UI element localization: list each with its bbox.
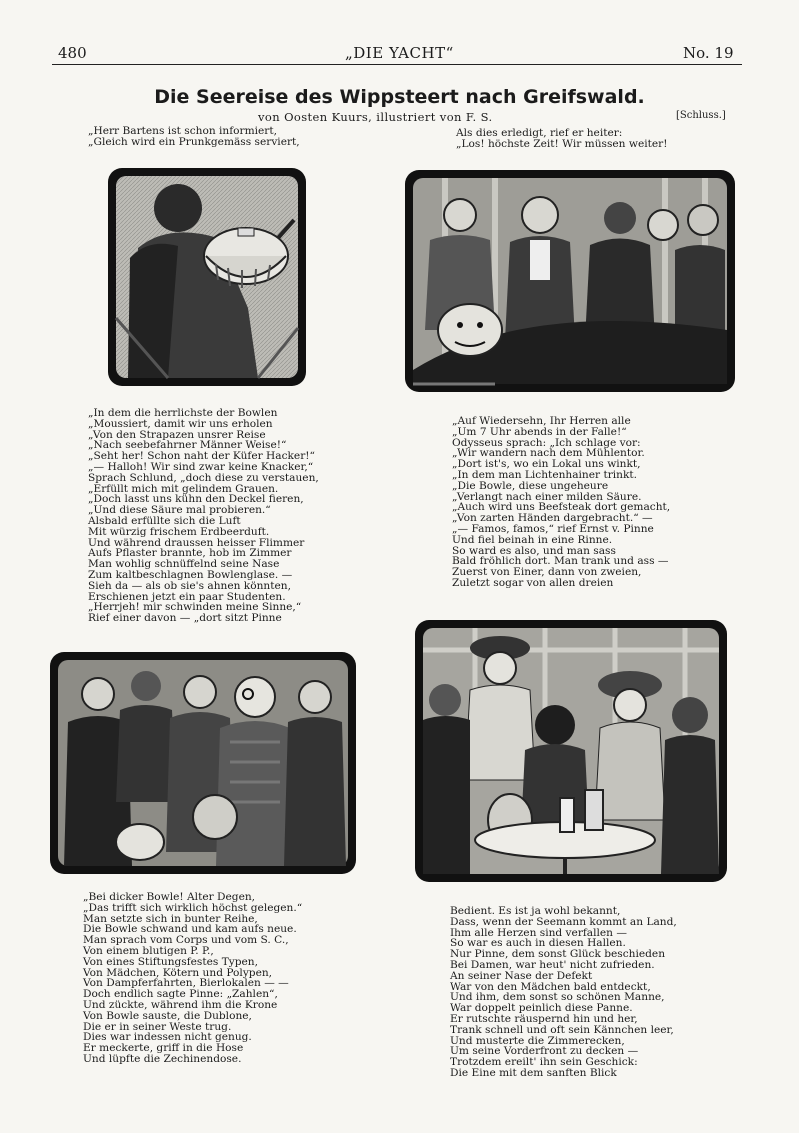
verse-line: Und während draussen heisser Flimmer (88, 536, 305, 549)
verse-right-3 (450, 906, 677, 1079)
issue-number: No. 19 (683, 44, 734, 62)
verse-line: Ihm alle Herzen sind verfallen — (450, 926, 627, 939)
verse-line: „— Halloh! Wir sind zwar keine Knacker,“ (88, 460, 314, 473)
verse-line: Von eines Stiftungsfestes Typen, (83, 955, 258, 968)
verse-line: „Nach seebefahrner Männer Weise!“ (88, 439, 287, 452)
verse-line: Die er in seiner Weste trug. (83, 1020, 232, 1033)
verse-line: Und ihm, dem sonst so schönen Manne, (450, 991, 665, 1004)
journal-title: „DIE YACHT“ (345, 44, 454, 62)
verse-line: „Auf Wiedersehn, Ihr Herren alle (452, 415, 631, 427)
verse-line: Trank schnell und oft sein Kännchen leer, (450, 1023, 674, 1036)
verse-line: Und lüpfte die Zechinendose. (83, 1052, 242, 1065)
verse-line: „Doch lasst uns kühn den Deckel fieren, (88, 493, 304, 506)
verse-line: Die Bowle schwand und kam aufs neue. (83, 923, 297, 936)
verse-line: „Auch wird uns Beefsteak dort gemacht, (452, 501, 671, 514)
verse-line: „Und diese Säure mal probieren.“ (88, 504, 271, 517)
verse-line: Zum kaltbeschlagnen Bowlenglase. — (88, 568, 293, 581)
verse-line: Doch endlich sagte Pinne: „Zahlen“, (83, 988, 278, 1001)
verse-right-2 (452, 416, 670, 589)
verse-line: Man wohlig schnüffelnd seine Nase (88, 558, 280, 571)
verse-line: „Gleich wird ein Prunkgemäss serviert, (88, 135, 300, 148)
verse-line: „Die Bowle, diese ungeheure (452, 479, 609, 492)
verse-line: Er rutschte räuspernd hin und her, (450, 1012, 638, 1025)
article-title: Die Seereise des Wippsteert nach Greifswald. (154, 86, 645, 108)
verse-line: Dass, wenn der Seemann kommt an Land, (450, 915, 677, 928)
verse-line: „In dem man Lichtenhainer trinkt. (452, 468, 638, 481)
verse-line: Erschienen jetzt ein paar Studenten. (88, 590, 286, 603)
verse-line: Man setzte sich in bunter Reihe, (83, 912, 258, 925)
article-note: [Schluss.] (676, 110, 726, 121)
verse-line: „In dem die herrlichste der Bowlen (88, 407, 278, 419)
illustration-greeting (50, 652, 356, 874)
verse-line: Von Dampferfahrten, Bierlokalen — — (83, 977, 289, 990)
verse-line: Von Bowle sauste, die Dublone, (83, 1009, 252, 1022)
verse-line: „— Famos, famos,“ rief Ernst v. Pinne (452, 522, 654, 535)
verse-line: Dies war indessen nicht genug. (83, 1031, 252, 1044)
verse-right-1 (456, 128, 667, 150)
verse-line: Er meckerte, griff in die Hose (83, 1042, 244, 1055)
verse-line: Von einem blutigen P. P., (83, 944, 214, 957)
verse-line: Die Eine mit dem sanften Blick (450, 1066, 617, 1079)
verse-line: Zuerst von Einer, dann von zweien, (452, 566, 642, 579)
verse-line: „Seht her! Schon naht der Küfer Hacker!“ (88, 450, 315, 463)
verse-line: Sprach Schlund, „doch diese zu verstauen, (88, 471, 319, 484)
header-rule (52, 64, 742, 65)
verse-line: „Bei dicker Bowle! Alter Degen, (83, 891, 256, 903)
verse-line: War von den Mädchen bald entdeckt, (450, 980, 651, 993)
illustration-bowl-carrier (108, 168, 306, 386)
verse-line: „Moussiert, damit wir uns erholen (88, 417, 273, 430)
verse-line: „Von zarten Händen dargebracht.“ — (452, 512, 653, 525)
verse-line: An seiner Nase der Defekt (450, 969, 593, 982)
verse-line: Rief einer davon — „dort sitzt Pinne (88, 612, 282, 625)
verse-line: So war es auch in diesen Hallen. (450, 937, 626, 950)
verse-left-1 (88, 126, 300, 148)
verse-line: „Von den Strapazen unsrer Reise (88, 428, 266, 441)
verse-line: „Verlangt nach einer milden Säure. (452, 490, 642, 503)
verse-line: Als dies erledigt, rief er heiter: (456, 127, 623, 139)
verse-line: Und zückte, während ihm die Krone (83, 998, 278, 1011)
illustration-students-table (405, 170, 735, 392)
page-number: 480 (58, 44, 87, 62)
verse-line: Nur Pinne, dem sonst Glück beschieden (450, 948, 666, 961)
verse-line: Von Mädchen, Kötern und Polypen, (83, 966, 273, 979)
verse-line: Und musterte die Zimmerecken, (450, 1034, 625, 1047)
verse-line: „Herrjeh! mir schwinden meine Sinne,“ (88, 601, 302, 614)
verse-line: Man sprach vom Corps und vom S. C., (83, 934, 289, 947)
illustration-cafe-ladies (415, 620, 727, 882)
verse-line: „Erfüllt mich mit gelindem Grauen. (88, 482, 279, 495)
verse-line: „Los! höchste Zeit! Wir müssen weiter! (456, 137, 668, 150)
verse-line: „Dort ist's, wo ein Lokal uns winkt, (452, 458, 641, 471)
verse-line: Bedient. Es ist ja wohl bekannt, (450, 905, 621, 917)
verse-line: Und fiel beinah in eine Rinne. (452, 533, 613, 546)
verse-left-2 (88, 408, 319, 624)
verse-line: Trotzdem ereilt' ihn sein Geschick: (450, 1056, 638, 1069)
verse-left-3 (83, 892, 302, 1065)
verse-line: „Wir wandern nach dem Mühlentor. (452, 447, 645, 460)
verse-line: War doppelt peinlich diese Panne. (450, 1002, 633, 1015)
verse-line: „Das trifft sich wirklich höchst gelegen.“ (83, 901, 303, 914)
verse-line: Mit würzig frischem Erdbeerduft. (88, 525, 270, 538)
verse-line: Bald fröhlich dort. Man trank und ass — (452, 555, 669, 568)
verse-line: „Herr Bartens ist schon informiert, (88, 125, 277, 137)
verse-line: Odysseus sprach: „Ich schlage vor: (452, 436, 641, 449)
verse-line: Um seine Vorderfront zu decken — (450, 1045, 639, 1058)
verse-line: „Um 7 Uhr abends in der Falle!“ (452, 425, 627, 438)
verse-line: Zuletzt sogar von allen dreien (452, 576, 614, 589)
verse-line: Alsbald erfüllte sich die Luft (88, 514, 241, 527)
article-byline: von Oosten Kuurs, illustriert von F. S. (258, 110, 493, 124)
verse-line: Aufs Pflaster brannte, hob im Zimmer (88, 547, 292, 560)
verse-line: Sieh da — als ob sie's ahnen könnten, (88, 579, 291, 592)
verse-line: So ward es also, und man sass (452, 544, 616, 557)
verse-line: Bei Damen, war heut' nicht zufrieden. (450, 958, 655, 971)
